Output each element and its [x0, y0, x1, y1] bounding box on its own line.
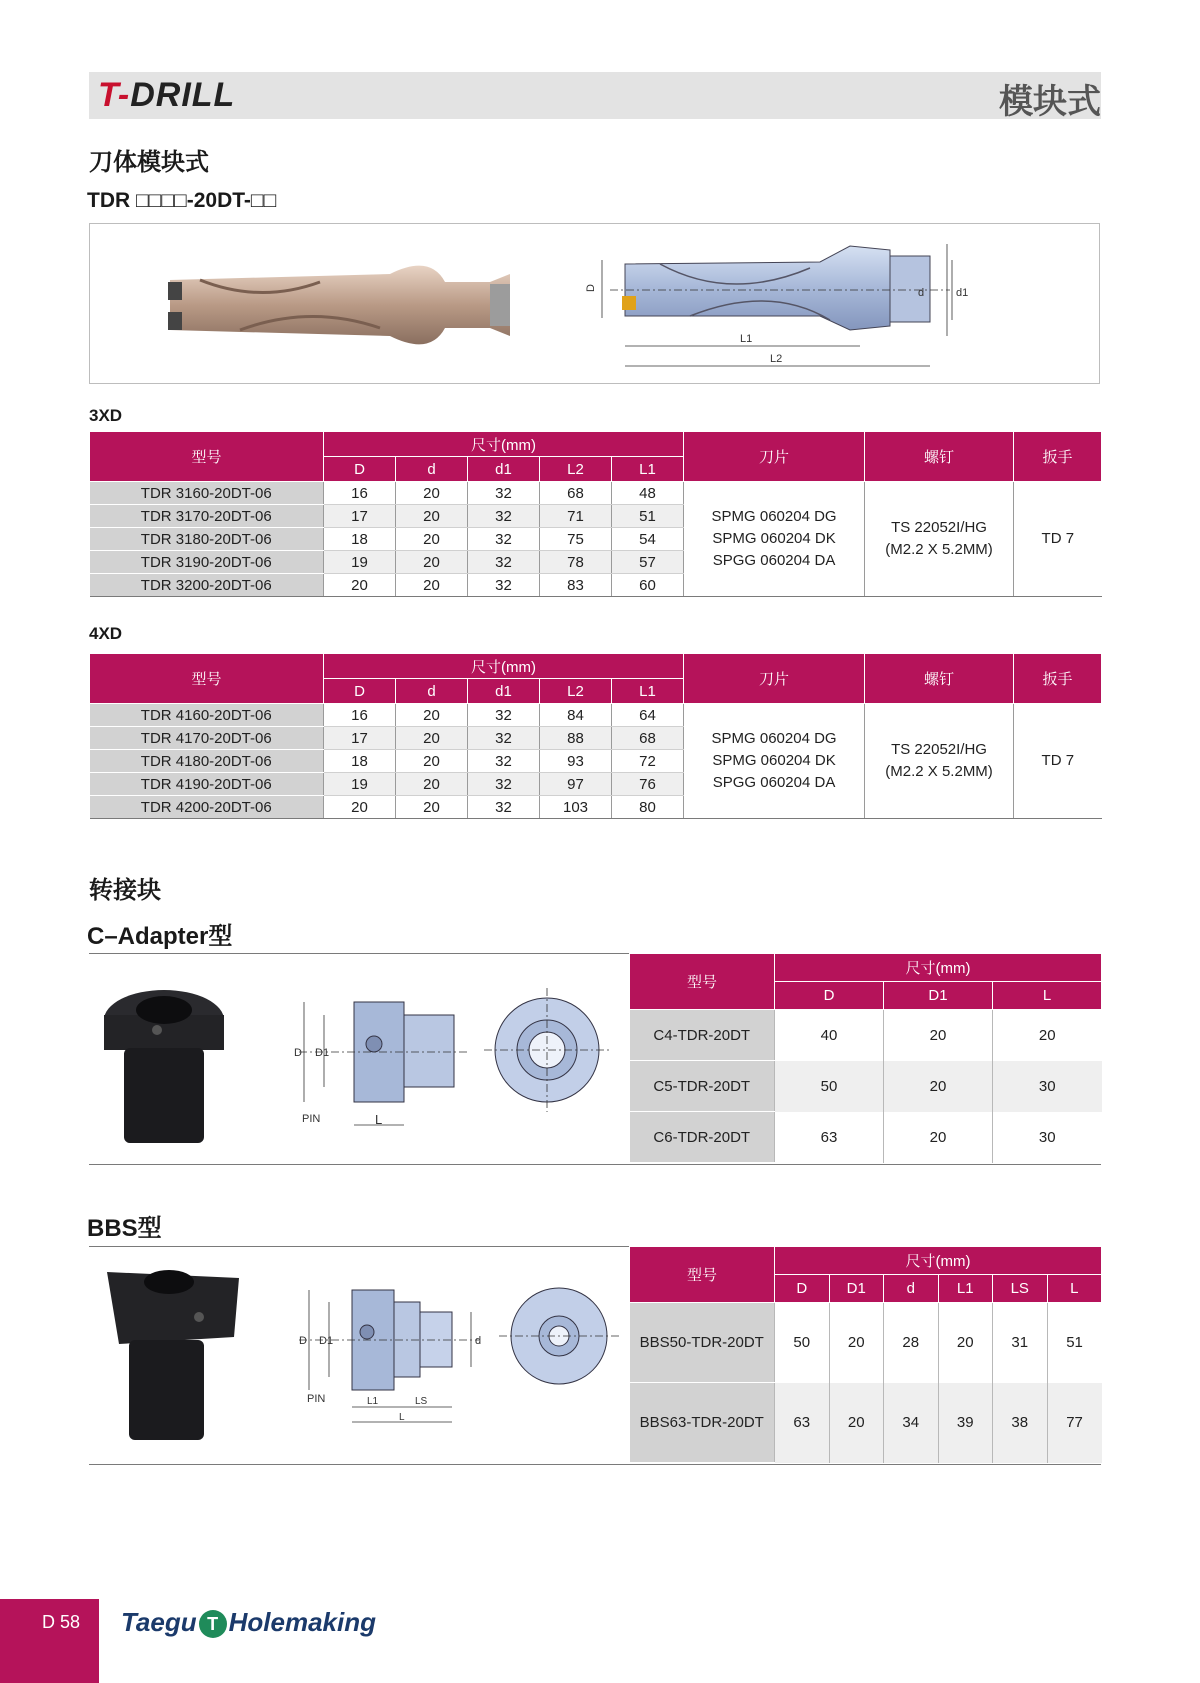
th-col: L [993, 982, 1102, 1010]
th-dims: 尺寸(mm) [775, 954, 1102, 982]
screw-cell [865, 482, 1014, 597]
th-col: LS [993, 1275, 1048, 1303]
model-cell: TDR 4170-20DT-06 [90, 727, 324, 750]
table-row [90, 704, 1102, 727]
table-3xd [89, 431, 1102, 597]
logo-part: Holemaking [228, 1607, 376, 1637]
value-cell: 17 [324, 505, 396, 528]
th-col: L1 [938, 1275, 993, 1303]
value-cell: 32 [468, 750, 540, 773]
value-cell: 19 [324, 773, 396, 796]
th-model: 型号 [630, 954, 775, 1010]
table-bbs [629, 1246, 1102, 1463]
th-screw: 螺钉 [865, 432, 1014, 482]
value-cell: 63 [775, 1383, 830, 1463]
th-col: D1 [884, 982, 993, 1010]
value-cell: 20 [396, 482, 468, 505]
table-row [630, 1061, 1102, 1112]
value-cell: 51 [1066, 1334, 1083, 1352]
model-pattern: TDR □□□□-20DT-□□ [87, 189, 277, 212]
value-cell: 78 [540, 551, 612, 574]
table-row [630, 1303, 1102, 1383]
model-cell: TDR 3190-20DT-06 [90, 551, 324, 574]
value-cell: 20 [829, 1303, 884, 1383]
divider [89, 1464, 1101, 1465]
th-model: 型号 [90, 432, 324, 482]
logo-mark-icon: T [199, 1610, 227, 1638]
model-cell: TDR 3170-20DT-06 [90, 505, 324, 528]
c-adapter-title: C–Adapter型 [87, 923, 233, 950]
label-L1: L1 [740, 333, 753, 345]
value-cell: 51 [612, 505, 684, 528]
value-cell: 64 [612, 704, 684, 727]
screw-item: TS 22052I/HG [891, 519, 987, 536]
screw-item: (M2.2 X 5.2MM) [885, 541, 993, 558]
value-cell: 84 [540, 704, 612, 727]
th-model: 型号 [90, 654, 324, 704]
insert-item: SPMG 060204 DK [712, 530, 836, 547]
th-col: D [324, 457, 396, 482]
th-col: d1 [468, 457, 540, 482]
section-title-adapter: 转接块 [89, 877, 161, 904]
model-cell: TDR 3160-20DT-06 [90, 482, 324, 505]
value-cell: 68 [540, 482, 612, 505]
insert-cell [684, 482, 865, 597]
label-LS: LS [415, 1396, 428, 1407]
model-cell: TDR 4200-20DT-06 [90, 796, 324, 819]
th-model: 型号 [630, 1247, 775, 1303]
value-cell: 97 [540, 773, 612, 796]
value-cell: 20 [884, 1061, 993, 1112]
value-cell: 38 [993, 1383, 1048, 1463]
value-cell: 71 [540, 505, 612, 528]
model-cell: C4-TDR-20DT [630, 1010, 775, 1061]
label-pin: PIN [302, 1113, 321, 1125]
value-cell: 16 [324, 704, 396, 727]
value-cell: 20 [396, 528, 468, 551]
value-cell: 20 [1038, 1026, 1056, 1044]
company-logo [121, 1607, 376, 1638]
value-cell: 72 [612, 750, 684, 773]
table-row [630, 1383, 1102, 1463]
bbs-illustration [89, 1252, 629, 1452]
table-4xd [89, 653, 1102, 819]
th-screw: 螺钉 [865, 654, 1014, 704]
th-insert: 刀片 [684, 432, 865, 482]
label-D: D [299, 1335, 307, 1347]
value-cell: 20 [396, 704, 468, 727]
table-row [630, 1112, 1102, 1163]
c-adapter-illustration [89, 960, 629, 1160]
value-cell: 68 [612, 727, 684, 750]
value-cell: 103 [540, 796, 612, 819]
insert-item: SPMG 060204 DG [711, 730, 837, 747]
th-col: d [396, 679, 468, 704]
value-cell: 60 [612, 574, 684, 597]
value-cell: 20 [884, 1010, 993, 1061]
th-col: d [884, 1275, 939, 1303]
brand-prefix: T- [98, 76, 131, 114]
value-cell: 57 [612, 551, 684, 574]
label-D: D [585, 284, 597, 292]
model-cell: TDR 4160-20DT-06 [90, 704, 324, 727]
bbs-title: BBS型 [87, 1215, 162, 1242]
label-D: D [294, 1047, 302, 1059]
value-cell: 34 [884, 1383, 939, 1463]
th-col: L2 [540, 457, 612, 482]
th-col: L1 [612, 679, 684, 704]
divider [89, 953, 629, 954]
value-cell: 32 [468, 574, 540, 597]
screw-cell [865, 704, 1014, 819]
label-4xd: 4XD [89, 624, 123, 643]
label-L: L [399, 1412, 405, 1423]
th-col: D [775, 1275, 830, 1303]
value-cell: 20 [884, 1112, 993, 1163]
value-cell: 20 [396, 750, 468, 773]
table-row [90, 482, 1102, 505]
th-col: d [396, 457, 468, 482]
table-row [630, 1010, 1102, 1061]
value-cell: 80 [612, 796, 684, 819]
value-cell: 32 [468, 528, 540, 551]
value-cell: 32 [468, 704, 540, 727]
th-col: d1 [468, 679, 540, 704]
label-d: d [918, 287, 925, 299]
model-cell: TDR 3180-20DT-06 [90, 528, 324, 551]
value-cell: 20 [396, 505, 468, 528]
screw-item: (M2.2 X 5.2MM) [885, 763, 993, 780]
value-cell: 48 [612, 482, 684, 505]
model-cell: TDR 4190-20DT-06 [90, 773, 324, 796]
value-cell: 88 [540, 727, 612, 750]
value-cell: 32 [468, 551, 540, 574]
value-cell: 32 [468, 796, 540, 819]
brand-logo [98, 76, 235, 115]
value-cell: 50 [775, 1061, 884, 1112]
value-cell: 75 [540, 528, 612, 551]
page-number: D 58 [42, 1612, 81, 1632]
value-cell: 28 [884, 1303, 939, 1383]
label-L: L [375, 1112, 383, 1127]
value-cell: 30 [993, 1061, 1102, 1112]
wrench-cell: TD 7 [1014, 704, 1102, 819]
drill-image-box [89, 223, 1100, 384]
th-col: L2 [540, 679, 612, 704]
th-col: D [324, 679, 396, 704]
value-cell: 18 [324, 528, 396, 551]
th-dims: 尺寸(mm) [324, 654, 684, 679]
value-cell: 54 [612, 528, 684, 551]
model-cell: BBS50-TDR-20DT [630, 1303, 775, 1383]
label-L1: L1 [367, 1396, 379, 1407]
value-cell: 20 [324, 574, 396, 597]
model-cell: C6-TDR-20DT [630, 1112, 775, 1163]
brand-name: DRILL [130, 76, 236, 114]
th-wrench: 扳手 [1014, 654, 1102, 704]
header-category: 模块式 [999, 83, 1101, 121]
value-cell: 63 [775, 1112, 884, 1163]
model-cell: C5-TDR-20DT [630, 1061, 775, 1112]
model-cell: TDR 3200-20DT-06 [90, 574, 324, 597]
label-d: d [475, 1335, 482, 1347]
drill-illustration [90, 224, 1101, 385]
value-cell: 20 [396, 574, 468, 597]
value-cell: 20 [324, 796, 396, 819]
wrench-cell: TD 7 [1014, 482, 1102, 597]
value-cell: 40 [775, 1010, 884, 1061]
th-col: L [1047, 1275, 1102, 1303]
section-title-body: 刀体模块式 [89, 149, 209, 176]
value-cell: 18 [324, 750, 396, 773]
value-cell: 83 [540, 574, 612, 597]
value-cell: 20 [829, 1383, 884, 1463]
divider [89, 1246, 629, 1247]
label-D1: D1 [319, 1335, 334, 1347]
th-dims: 尺寸(mm) [324, 432, 684, 457]
value-cell: 32 [468, 773, 540, 796]
value-cell: 30 [1038, 1128, 1056, 1146]
value-cell: 76 [612, 773, 684, 796]
label-d1: d1 [956, 287, 969, 299]
value-cell: 32 [468, 505, 540, 528]
header-bar [89, 72, 1101, 119]
value-cell: 50 [775, 1303, 830, 1383]
label-pin: PIN [307, 1393, 326, 1405]
insert-item: SPGG 060204 DA [712, 774, 836, 791]
value-cell: 93 [540, 750, 612, 773]
th-col: D1 [829, 1275, 884, 1303]
model-cell: BBS63-TDR-20DT [630, 1383, 775, 1463]
th-insert: 刀片 [684, 654, 865, 704]
insert-item: SPGG 060204 DA [712, 552, 836, 569]
label-L2: L2 [770, 353, 783, 365]
value-cell: 20 [938, 1303, 993, 1383]
model-cell: TDR 4180-20DT-06 [90, 750, 324, 773]
value-cell: 19 [324, 551, 396, 574]
value-cell: 16 [324, 482, 396, 505]
value-cell: 20 [396, 551, 468, 574]
th-col: D [775, 982, 884, 1010]
value-cell: 17 [324, 727, 396, 750]
th-col: L1 [612, 457, 684, 482]
value-cell: 20 [396, 727, 468, 750]
table-c-adapter [629, 953, 1102, 1163]
value-cell: 77 [1047, 1383, 1102, 1463]
th-wrench: 扳手 [1014, 432, 1102, 482]
logo-part: Taegu [121, 1607, 197, 1637]
insert-item: SPMG 060204 DK [712, 752, 836, 769]
label-3xd: 3XD [89, 406, 123, 425]
insert-item: SPMG 060204 DG [711, 508, 837, 525]
value-cell: 32 [468, 482, 540, 505]
label-D1: D1 [315, 1047, 330, 1059]
divider [89, 1164, 1101, 1165]
value-cell: 20 [396, 796, 468, 819]
value-cell: 20 [396, 773, 468, 796]
insert-cell [684, 704, 865, 819]
value-cell: 31 [993, 1303, 1048, 1383]
value-cell: 39 [938, 1383, 993, 1463]
value-cell: 32 [468, 727, 540, 750]
screw-item: TS 22052I/HG [891, 741, 987, 758]
th-dims: 尺寸(mm) [775, 1247, 1102, 1275]
